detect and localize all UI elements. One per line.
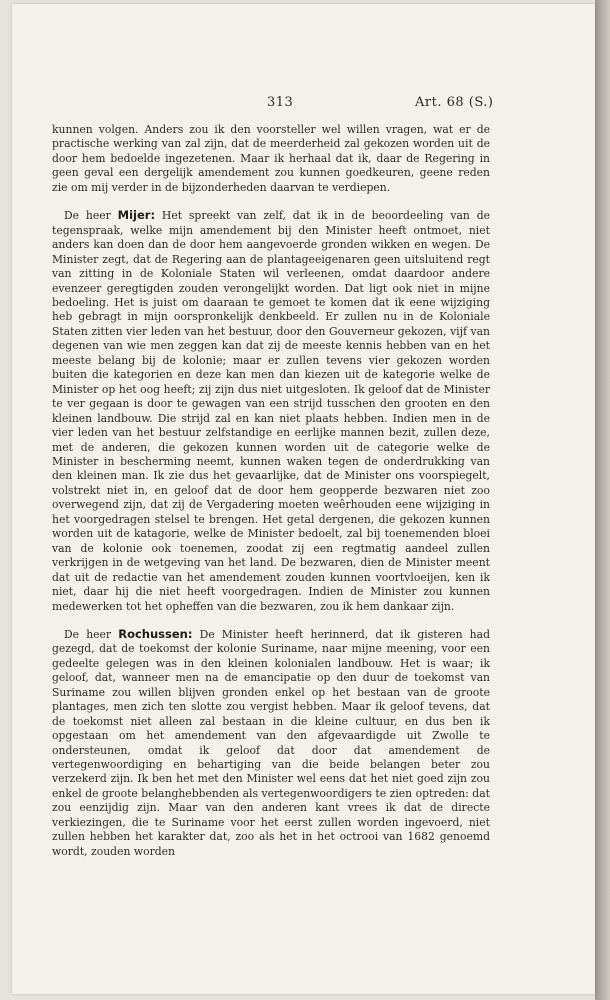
article-reference: Art. 68 (S.) bbox=[415, 95, 494, 110]
paragraph-continuation bbox=[52, 123, 490, 195]
speaker-name: Mijer: bbox=[117, 208, 156, 223]
paragraph-text: Het spreekt van zelf, dat ik in de beoordeeling van de tegenspraak, welke mijn amendement bij den Minister heeft ontmoet, niet anders kan doen dan de door hem aangevoerde gronden wikken en wegen. De Minister zegt, dat de Regering aan de plantageeigenaren geen uitsluitend regt van zitting in de Koloniale Staten wil verleenen, omdat daardoor andere evenzeer geregtigden zouden verongelijkt worden. Dat ligt ook niet in mijne bedoeling. Het is juist om daaraan te gemoet te komen dat ik eene wijziging heb gebragt in mijn oorspronkelijk denkbeeld. Er zullen nu in de Koloniale Staten zitten vier leden van het bestuur, door den Gouverneur gekozen, vijf van degenen van wie men zeggen kan dat zij de meeste kennis hebben van en het meeste belang bij de kolonie; maar er zullen tevens vier gekozen worden buiten die kategorien en deze kan men dan kiezen uit de kategorie welke de Minister op het oog heeft; zij zijn dus niet uitgesloten. Ik geloof dat de Minister te ver gegaan is door te gewagen van een strijd tusschen den grooten en den kleinen landbouw. Die strijd zal en kan niet plaats hebben. Indien men in de vier leden van het bestuur zelfstandige en eerlijke mannen bezit, zullen deze, met de anderen, die gekozen kunnen worden uit de categorie welke de Minister in bescherming neemt, kunnen waken tegen de onderdrukking van den kleinen man. Ik zie dus het gevaarlijke, dat de Minister ons voorspiegelt, volstrekt niet in, en geloof dat de door hem geopperde bezwaren niet zoo overwegend zijn, dat zij de Vergadering moeten weêrhouden eene wijziging in het voorgedragen stelsel te brengen. Het getal dergenen, die gekozen kunnen worden uit de katagorie, welke de Minister bedoelt, zal bij toenemenden bloei van de kolonie ook toenemen, zoodat zij een regtmatig aandeel zullen verkrijgen in de wetgeving van het land. De bezwaren, dien de Minister meent dat uit de redactie van het amendement zouden kunnen voortvloeijen, ken ik niet, daar hij die niet heeft voorgedragen. Indien de Minister zou kunnen medewerken tot het opheffen van die bezwaren, zou ik hem dankaar zijn. bbox=[52, 209, 490, 613]
page-edge-shadow bbox=[595, 0, 610, 1000]
page-header bbox=[12, 95, 595, 115]
speaker-prefix: De heer bbox=[64, 209, 118, 223]
speaker-prefix: De heer bbox=[64, 627, 119, 641]
paragraph-text: kunnen volgen. Anders zou ik den voorsteller wel willen vragen, wat er de practische werking van zal zijn, dat de meerderheid zal gekozen worden uit de door hem bedoelde ingezetenen. Maar ik herhaal dat ik, daar de Regering in geen geval een dergelijk amendement zou kunnen goedkeuren, geene reden zie om mij verder in de bijzonderheden daarvan te verdiepen. bbox=[52, 123, 490, 194]
page-number: 313 bbox=[267, 95, 294, 110]
paragraph-rochussen bbox=[52, 627, 490, 859]
paragraph-text: De Minister heeft herinnerd, dat ik gisteren had gezegd, dat de toekomst der kolonie Suriname, naar mijne meening, voor een gedeelte gelegen was in den kleinen kolonialen landbouw. Het is waar; ik geloof, dat, wanneer men na de emancipatie op den duur de toekomst van Suriname zou willen blijven gronden enkel op het bestaan van de groote plantages, men zich ten slotte zou vergist hebben. Maar ik geloof tevens, dat de toekomst niet alleen zal bestaan in die kleine cultuur, en dus ben ik opgestaan om het amendement van den afgevaardigde uit Zwolle te ondersteunen, omdat ik geloof dat door dat amendement de vertegenwoordiging en behartiging van die beide belangen beter zou verzekerd zijn. Ik ben het met den Minister wel eens dat het niet goed zijn zou enkel de groote belanghebbenden als vertegenwoordigers te zien optreden: dat zou eenzijdig zijn. Maar van den anderen kant vrees ik dat de directe verkiezingen, die te Suriname voor het eerst zullen worden ingevoerd, niet zullen hebben het karakter dat, zoo als het in het octrooi van 1682 genoemd wordt, zouden worden bbox=[52, 627, 490, 858]
speaker-name: Rochussen: bbox=[118, 626, 193, 641]
page-body bbox=[52, 123, 490, 859]
paragraph-mijer bbox=[52, 208, 490, 614]
